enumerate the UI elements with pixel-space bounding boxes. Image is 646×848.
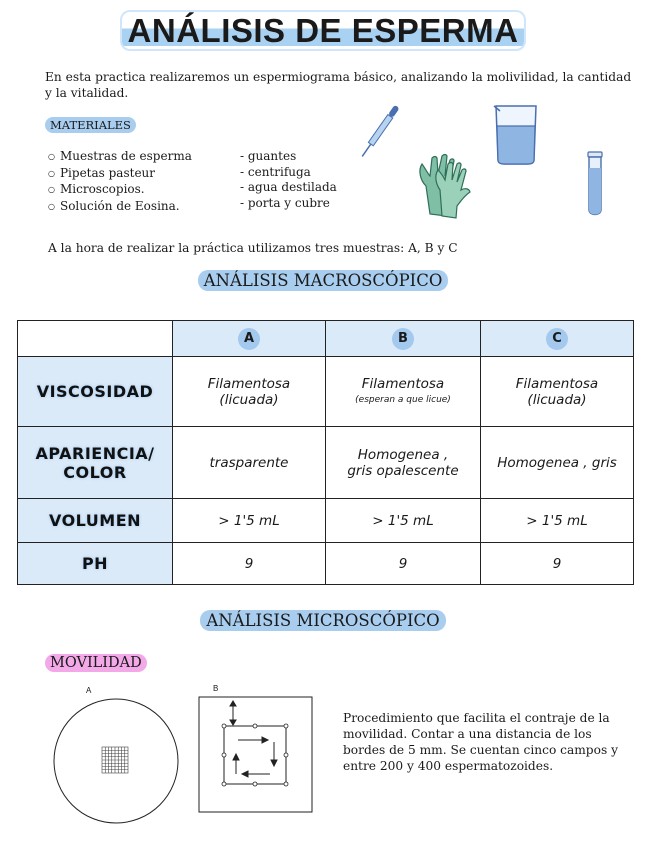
table-cell: 9: [326, 543, 481, 585]
materiales-heading: MATERIALES: [45, 118, 136, 132]
test-tube-illustration: [583, 150, 607, 220]
column-header-a: A: [173, 321, 326, 357]
table-cell: trasparente: [173, 427, 326, 499]
figure-b-label: B: [213, 684, 219, 693]
table-cell: Filamentosa (licuada): [173, 357, 326, 427]
list-item: ○ Microscopios.: [48, 182, 192, 199]
figure-a-diagram: [52, 697, 180, 825]
table-cell: 9: [481, 543, 634, 585]
movilidad-heading: MOVILIDAD: [45, 655, 147, 671]
list-item: ○ Pipetas pasteur: [48, 166, 192, 183]
materials-list-right: [240, 149, 337, 211]
list-item: ○ Solución de Eosina.: [48, 199, 192, 216]
list-item: - centrifuga: [240, 164, 311, 179]
table-header-row: [18, 321, 634, 357]
figure-a-label: A: [86, 686, 92, 695]
table-cell: Homogenea , gris: [481, 427, 634, 499]
intro-paragraph: En esta practica realizaremos un espermiograma básico, analizando la molivilidad, la cantidad y la vitalidad.: [45, 70, 632, 100]
materials-list-left: [48, 149, 192, 215]
row-label-viscosidad: VISCOSIDAD: [18, 357, 173, 427]
table-cell: > 1'5 mL: [173, 499, 326, 543]
page-title: ANÁLISIS DE ESPERMA: [0, 12, 646, 50]
table-cell: Filamentosa (licuada): [481, 357, 634, 427]
table-cell: > 1'5 mL: [481, 499, 634, 543]
macro-heading: ANÁLISIS MACROSCÓPICO: [0, 271, 646, 290]
list-item: - porta y cubre: [240, 195, 330, 210]
empty-corner: [18, 321, 173, 357]
row-label-apariencia: APARIENCIA/ COLOR: [18, 427, 173, 499]
table-row: [18, 357, 634, 427]
list-item: - agua destilada: [240, 180, 337, 194]
macro-table: [17, 320, 634, 585]
beaker-illustration: [490, 100, 542, 166]
table-cell: Filamentosa (esperan a que licue): [326, 357, 481, 427]
row-label-volumen: VOLUMEN: [18, 499, 173, 543]
column-header-c: C: [481, 321, 634, 357]
pipette-illustration: [355, 98, 405, 164]
table-cell: > 1'5 mL: [326, 499, 481, 543]
figure-b-diagram: [198, 696, 314, 814]
table-cell: 9: [173, 543, 326, 585]
micro-heading: ANÁLISIS MICROSCÓPICO: [0, 611, 646, 630]
table-row: [18, 543, 634, 585]
samples-text: A la hora de realizar la práctica utilizamos tres muestras: A, B y C: [48, 241, 458, 255]
table-row: [18, 427, 634, 499]
procedure-text: Procedimiento que facilita el contraje de la movilidad. Contar a una distancia de los bordes de 5 mm. Se cuentan cinco campos y entre 200 y 400 espermatozoides.: [343, 711, 618, 773]
row-label-ph: PH: [18, 543, 173, 585]
table-row: [18, 499, 634, 543]
table-cell: Homogenea , gris opalescente: [326, 427, 481, 499]
gloves-illustration: [412, 150, 474, 220]
column-header-b: B: [326, 321, 481, 357]
list-item: ○ Muestras de esperma: [48, 149, 192, 166]
list-item: - guantes: [240, 149, 297, 163]
